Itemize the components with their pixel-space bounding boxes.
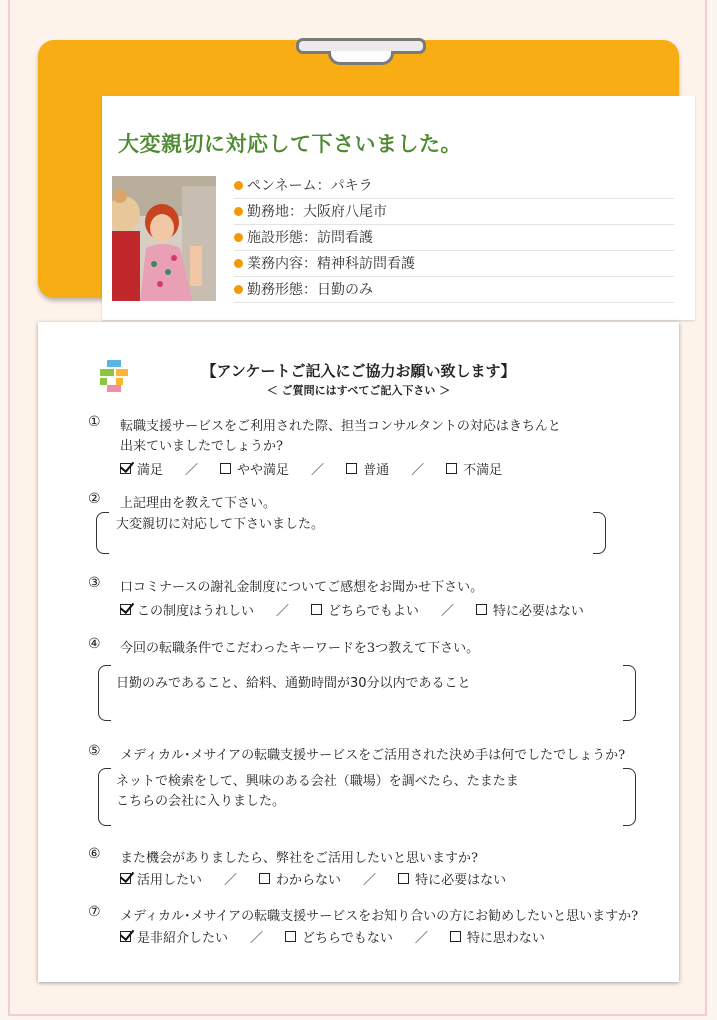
q6-text: また機会がありましたら、弊社をご活用したいと思いますか? [120,851,478,866]
checkbox-checked-icon[interactable] [120,873,131,884]
q1-option-1[interactable]: 満足 [120,459,163,478]
bullet-icon [234,207,243,216]
q6-option-2[interactable]: わからない [259,869,341,888]
info-item-work: 業務内容：精神科訪問看護 [234,252,674,277]
checkbox-icon[interactable] [476,604,487,615]
q3-options: この制度はうれしい ／ どちらでもよい ／ 特に必要はない [120,600,584,619]
q6-option-3[interactable]: 特に必要はない [398,869,506,888]
survey-title: 【アンケートご記入にご協力お願い致します】 [201,362,516,380]
checkbox-icon[interactable] [311,604,322,615]
bullet-icon [234,259,243,268]
q7-option-3[interactable]: 特に思わない [450,927,545,946]
q3-number: ③ [88,575,101,591]
checkbox-icon[interactable] [285,931,296,942]
q1-number: ① [88,414,101,430]
checkbox-icon[interactable] [446,463,457,474]
clipboard-clip-icon [296,32,426,68]
q1-option-2[interactable]: やや満足 [220,459,289,478]
checkbox-icon[interactable] [398,873,409,884]
q3-option-3[interactable]: 特に必要はない [476,600,584,619]
survey-subtitle: ＜ ご質問にはすべてご記入下さい ＞ [266,384,451,397]
q3-option-1[interactable]: この制度はうれしい [120,600,254,619]
checkbox-icon[interactable] [220,463,231,474]
q6-number: ⑥ [88,846,101,862]
q1-line2: 出来ていましたでしょうか? [120,439,283,454]
q4-answer: 日勤のみであること、給料、通勤時間が30分以内であること [116,676,471,691]
q1-option-4[interactable]: 不満足 [446,459,502,478]
q3-text: 口コミナースの謝礼金制度についてご感想をお聞かせ下さい。 [120,580,484,595]
profile-photo [112,176,216,301]
checkbox-icon[interactable] [259,873,270,884]
q5-text: メディカル･メサイアの転職支援サービスをご活用された決め手は何でしたでしょうか? [120,748,626,763]
q1-option-3[interactable]: 普通 [346,459,389,478]
checkbox-icon[interactable] [450,931,461,942]
q6-options: 活用したい ／ わからない ／ 特に必要はない [120,869,506,888]
q7-option-1[interactable]: 是非紹介したい [120,927,228,946]
survey-sheet [38,322,679,982]
q2-number: ② [88,491,101,507]
q3-option-2[interactable]: どちらでもよい [311,600,419,619]
q2-text: 上記理由を教えて下さい。 [120,496,277,511]
q1-options: 満足 ／ やや満足 ／ 普通 ／ 不満足 [120,459,502,478]
q7-text: メディカル･メサイアの転職支援サービスをお知り合いの方にお勧めしたいと思いますか? [120,909,639,924]
info-item-facility: 施設形態：訪問看護 [234,226,674,251]
profile-clipboard [38,40,679,298]
info-item-penname: ペンネーム：パキラ [234,174,674,199]
q7-number: ⑦ [88,904,101,920]
q5-number: ⑤ [88,743,101,759]
info-item-location: 勤務地：大阪府八尾市 [234,200,674,225]
bullet-icon [234,285,243,294]
profile-paper [102,96,695,320]
q2-answer: 大変親切に対応して下さいました。 [116,517,325,532]
checkbox-checked-icon[interactable] [120,931,131,942]
q4-number: ④ [88,636,101,652]
checkbox-checked-icon[interactable] [120,604,131,615]
checkbox-checked-icon[interactable] [120,463,131,474]
profile-info-list [234,174,674,304]
q4-text: 今回の転職条件でこだわったキーワードを3つ教えて下さい。 [120,641,480,656]
bullet-icon [234,233,243,242]
bullet-icon [234,181,243,190]
q5-answer: ネットで検索をして、興味のある会社（職場）を調べたら、たまたま こちらの会社に入りました。 [116,774,519,809]
q7-options: 是非紹介したい ／ どちらでもない ／ 特に思わない [120,927,545,946]
q7-option-2[interactable]: どちらでもない [285,927,393,946]
q1-line1: 転職支援サービスをご利用された際、担当コンサルタントの対応はきちんと [120,419,561,434]
checkbox-icon[interactable] [346,463,357,474]
card-title: 大変親切に対応して下さいました。 [118,132,462,156]
info-item-shift: 勤務形態：日勤のみ [234,278,674,303]
q6-option-1[interactable]: 活用したい [120,869,202,888]
